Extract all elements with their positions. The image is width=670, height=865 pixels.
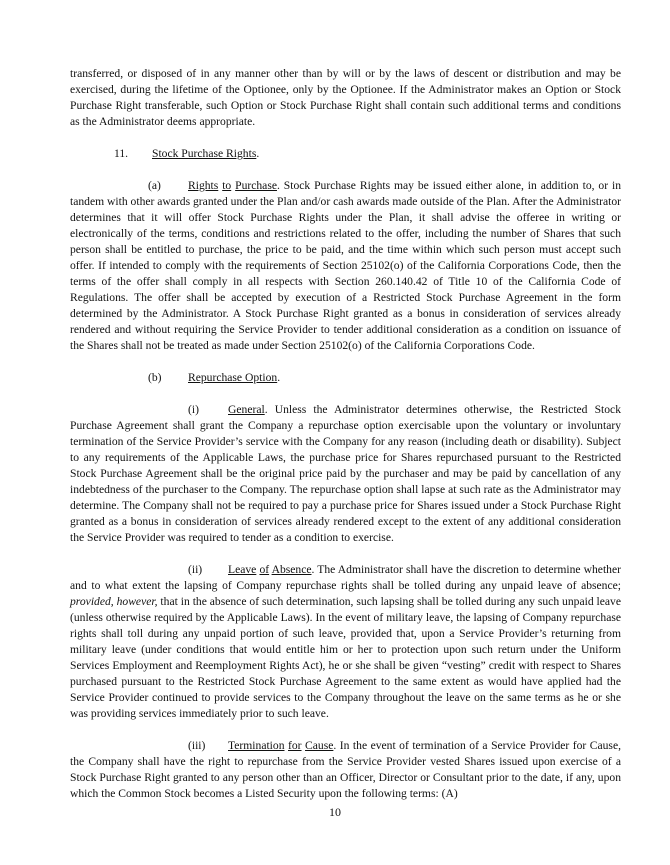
paragraph-a-heading-2: to xyxy=(222,179,232,192)
paragraph-b-ii-heading-1: Leave xyxy=(228,563,257,576)
paragraph-b-iii xyxy=(70,738,621,802)
continuation-paragraph xyxy=(70,66,621,130)
paragraph-b-ii-label: (ii) xyxy=(188,563,203,576)
paragraph-b-i-label: (i) xyxy=(188,403,199,416)
paragraph-b-iii-heading-2: for xyxy=(288,739,302,752)
section-11-number: 11. xyxy=(114,147,129,160)
paragraph-b-title-suffix: . xyxy=(277,371,281,384)
continuation-text: transferred, or disposed of in any manner other than by will or by the laws of descent or distribution and may be exercised, during the lifetime of the Optionee, only by the Optionee. If the Administrator makes an Option or Stock Purchase Right transferable, such Option or Stock Purchase Right shall contain such additional terms and conditions as the Administrator deems appropriate. xyxy=(70,67,621,128)
paragraph-b-iii-label: (iii) xyxy=(188,739,206,752)
paragraph-a-body: Stock Purchase Rights may be issued either alone, in addition to, or in tandem with other awards granted under the Plan and/or cash awards made outside of the Plan. After the Administrator determines that it will offer Stock Purchase Rights under the Plan, it shall advise the offeree in writing or electronically of the terms, conditions and restrictions related to the offer, including the number of Shares that such person shall be entitled to purchase, the price to be paid, and the time within which such person must accept such offer. If intended to comply with the requirements of Section 25102(o) of the California Corporations Code, then the terms of the offer shall comply in all respects with Section 260.140.42 of Title 10 of the California Code of Regulations. The offer shall be accepted by execution of a Restricted Stock Purchase Agreement in the form determined by the Administrator. A Stock Purchase Right granted as a bonus in consideration of services already rendered and without requiring the Service Provider to tender additional consideration as a condition on issuance of the Shares shall not be treated as made under Section 25102(o) of the California Corporations Code. xyxy=(70,179,621,352)
paragraph-b-label: (b) xyxy=(148,371,162,384)
paragraph-b-ii-heading-3: Absence xyxy=(271,563,312,576)
paragraph-b-ii-heading-suffix: . xyxy=(311,563,315,576)
paragraph-b-ii-body-1: The Administrator shall have the discretion to determine whether and to what extent the lapsing of Company repurchase rights shall be tolled during any unpaid leave of absence; xyxy=(70,563,621,592)
paragraph-b-i-heading-suffix: . xyxy=(264,403,268,416)
paragraph-b-i xyxy=(70,402,621,546)
paragraph-b-ii-italic: provided, however, xyxy=(70,595,158,608)
paragraph-b-i-body: Unless the Administrator determines otherwise, the Restricted Stock Purchase Agreement shall grant the Company a repurchase option exercisable upon the voluntary or involuntary termination of the Service Provider’s service with the Company for any reason (including death or disability). Subject to any requirements of the Applicable Laws, the purchase price for Shares repurchased pursuant to the Restricted Stock Purchase Agreement shall be the original price paid by the purchaser and may be paid by cancellation of any indebtedness of the purchaser to the Company. The repurchase option shall lapse at such rate as the Administrator may determine. The Company shall not be required to pay a purchase price for Shares issued under a Stock Purchase Right granted as a bonus in consideration of services already rendered except to the extent of any additional consideration the Service Provider was required to tender as a condition to exercise. xyxy=(70,403,621,544)
paragraph-b-iii-body: In the event of termination of a Service Provider for Cause, the Company shall have the right to repurchase from the Service Provider vested Shares issued upon exercise of a Stock Purchase Right granted to any person other than an Officer, Director or Consultant prior to the date, if any, upon which the Common Stock becomes a Listed Security upon the following terms: (A) xyxy=(70,739,621,800)
paragraph-b-ii xyxy=(70,562,621,722)
paragraph-b-ii-heading-2: of xyxy=(259,563,270,576)
paragraph-b-title: Repurchase Option xyxy=(188,371,278,384)
page-number: 10 xyxy=(329,805,341,819)
section-11-title: Stock Purchase Rights xyxy=(152,147,257,160)
paragraph-b-heading xyxy=(70,370,621,386)
paragraph-b-ii-body-2: that in the absence of such determination, such lapsing shall be tolled during any such unpaid leave (unless otherwise required by the Applicable Laws). In the event of military leave, the lapsing of Company repurchase rights shall toll during any unpaid portion of such leave, provided that, upon a Service Provider’s returning from military leave (under conditions that would entitle him or her to protection upon such return under the Uniform Services Employment and Reemployment Rights Act), he or she shall be given “vesting” credit with respect to Shares purchased pursuant to the Restricted Stock Purchase Agreement to the same extent as would have applied had the Service Provider continued to provide services to the Company throughout the leave on the same terms as he or she was providing services immediately prior to such leave. xyxy=(70,595,621,720)
section-11-heading xyxy=(70,146,621,162)
paragraph-b-iii-heading-1: Termination xyxy=(228,739,285,752)
paragraph-b-iii-heading-suffix: . xyxy=(333,739,337,752)
paragraph-b-iii-heading-3: Cause xyxy=(305,739,334,752)
paragraph-a xyxy=(70,178,621,354)
paragraph-b-i-heading: General xyxy=(228,403,265,416)
paragraph-a-heading-1: Rights xyxy=(188,179,219,192)
paragraph-a-heading-3: Purchase xyxy=(235,179,277,192)
section-11-title-suffix: . xyxy=(256,147,260,160)
paragraph-a-heading-suffix: . xyxy=(276,179,280,192)
paragraph-a-label: (a) xyxy=(148,179,161,192)
document-page xyxy=(70,66,621,802)
